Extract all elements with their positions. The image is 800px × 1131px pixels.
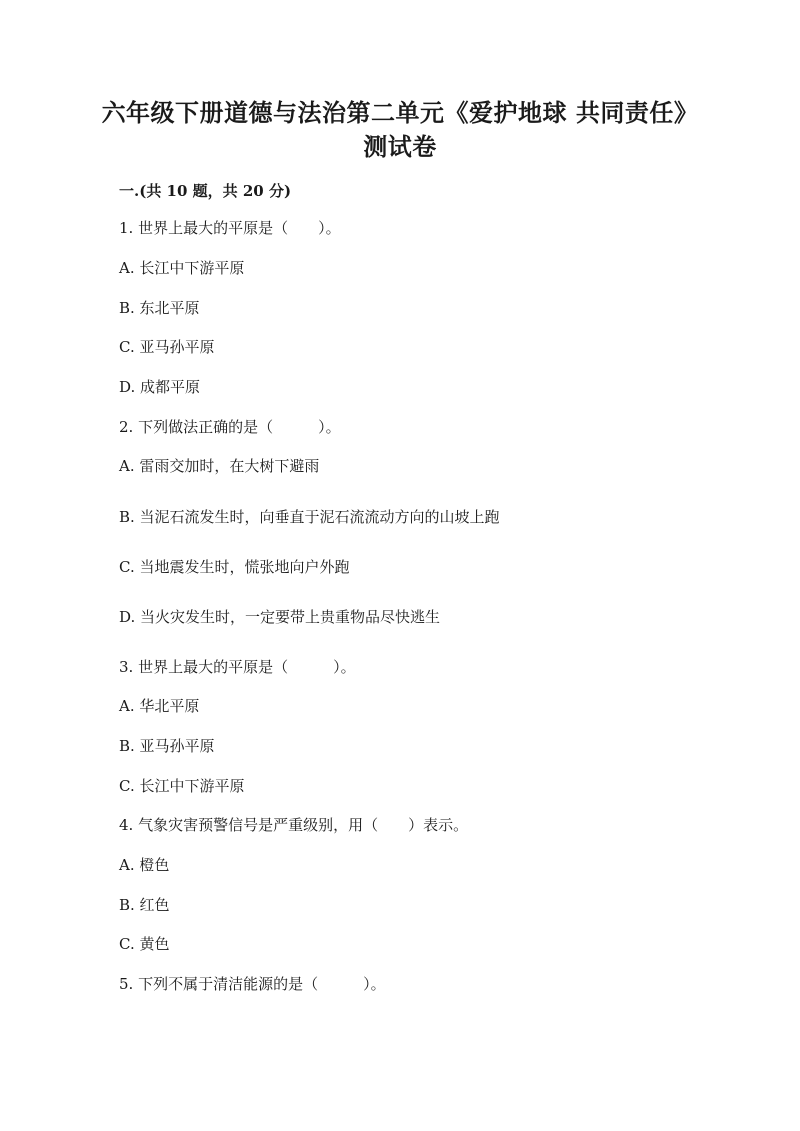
question-2-option-d: D. 当火灾发生时，一定要带上贵重物品尽快逃生 xyxy=(119,608,441,626)
page-title: 六年级下册道德与法治第二单元《爱护地球 共同责任》测试卷 xyxy=(101,98,699,161)
question-1-stem: 1. 世界上最大的平原是（ ）。 xyxy=(119,219,341,237)
question-1-option-b: B. 东北平原 xyxy=(119,299,200,317)
question-2-stem: 2. 下列做法正确的是（ ）。 xyxy=(119,418,341,436)
question-3-option-c: C. 长江中下游平原 xyxy=(119,777,245,795)
question-4-option-c: C. 黄色 xyxy=(119,935,170,953)
question-1-option-a: A. 长江中下游平原 xyxy=(119,259,245,277)
question-3-stem: 3. 世界上最大的平原是（ ）。 xyxy=(119,658,356,676)
question-3-option-b: B. 亚马孙平原 xyxy=(119,737,215,755)
question-4-option-b: B. 红色 xyxy=(119,896,170,914)
question-1-option-c: C. 亚马孙平原 xyxy=(119,338,215,356)
question-5-stem: 5. 下列不属于清洁能源的是（ ）。 xyxy=(119,975,386,993)
question-2-option-a: A. 雷雨交加时，在大树下避雨 xyxy=(119,457,320,475)
question-2-option-c: C. 当地震发生时，慌张地向户外跑 xyxy=(119,558,350,576)
question-2-option-b: B. 当泥石流发生时，向垂直于泥石流流动方向的山坡上跑 xyxy=(119,508,500,526)
question-4-option-a: A. 橙色 xyxy=(119,856,170,874)
question-1-option-d: D. 成都平原 xyxy=(119,378,201,396)
question-3-option-a: A. 华北平原 xyxy=(119,697,200,715)
question-4-stem: 4. 气象灾害预警信号是严重级别，用（ ）表示。 xyxy=(119,816,469,834)
section-heading: 一.(共 10 题，共 20 分) xyxy=(119,182,292,200)
